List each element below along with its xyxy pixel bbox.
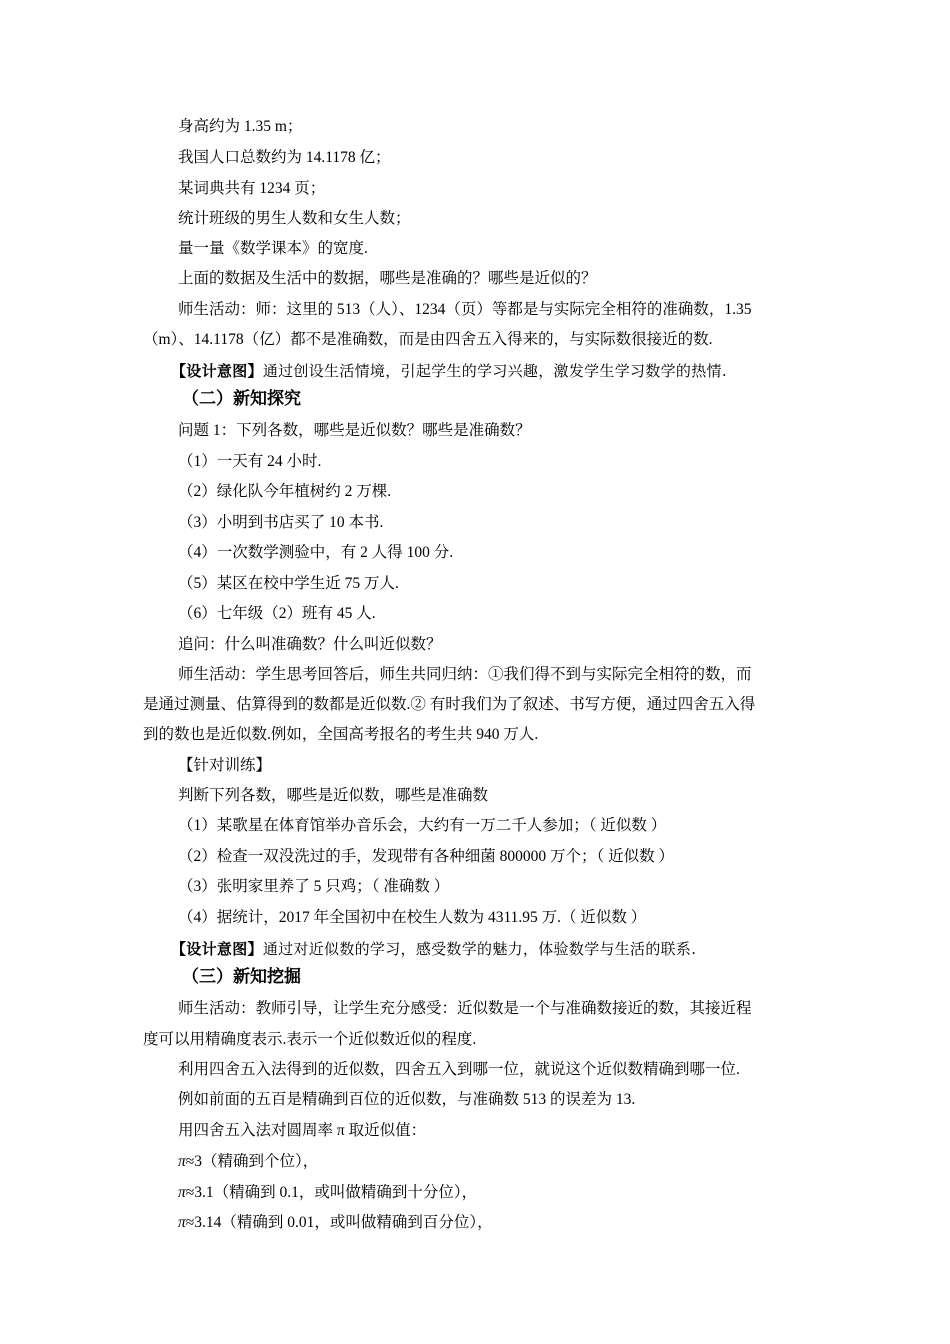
text-line: 我国人口总数约为 14.1178 亿； <box>178 149 391 166</box>
design-intent-text: 通过对近似数的学习，感受数学的魅力，体验数学与生活的联系. <box>262 940 697 958</box>
text-line: 量一量《数学课本》的宽度. <box>178 240 368 257</box>
list-item: （1）一天有 24 小时. <box>178 453 322 470</box>
design-intent-text: 通过创设生活情境，引起学生的学习兴趣，激发学生学习数学的热情. <box>262 362 727 380</box>
pi-symbol: π <box>178 1214 186 1231</box>
text-line: 上面的数据及生活中的数据，哪些是准确的？哪些是近似的？ <box>178 270 597 287</box>
pi-symbol: π <box>178 1153 186 1170</box>
text-line: 师生活动：师：这里的 513（人）、1234（页）等都是与实际完全相符的准确数，1.35 <box>178 301 752 318</box>
list-item: （6）七年级（2）班有 45 人. <box>178 605 376 622</box>
list-item: （3）小明到书店买了 10 本书. <box>178 514 384 531</box>
text-line: 统计班级的男生人数和女生人数； <box>178 210 411 227</box>
design-intent-2 <box>171 939 696 959</box>
design-intent-tag: 【设计意图】 <box>171 362 263 380</box>
text-line: 例如前面的五百是精确到百位的近似数，与准确数 513 的误差为 13. <box>178 1091 636 1108</box>
text-line: 师生活动：教师引导，让学生充分感受：近似数是一个与准确数接近的数，其接近程 <box>178 1000 752 1017</box>
text-line: 度可以用精确度表示.表示一个近似数近似的程度. <box>143 1031 477 1048</box>
section-heading-2: （二）新知探究 <box>182 389 301 409</box>
pi-approx-text: ≈3（精确到个位）， <box>185 1153 319 1170</box>
pi-symbol: π <box>178 1184 186 1201</box>
practice-item: （4）据统计，2017 年全国初中在校生人数为 4311.95 万.（ 近似数 ） <box>178 909 647 926</box>
practice-item: （2）检查一双没洗过的手，发现带有各种细菌 800000 万个；（ 近似数 ） <box>178 848 675 865</box>
design-intent-1 <box>171 361 727 381</box>
text-line: 是通过测量、估算得到的数都是近似数.② 有时我们为了叙述、书写方便，通过四舍五入得 <box>143 696 756 713</box>
list-item: （4）一次数学测验中，有 2 人得 100 分. <box>178 544 454 561</box>
question-line: 问题 1：下列各数，哪些是近似数？哪些是准确数？ <box>178 422 531 439</box>
text-line: 利用四舍五入法得到的近似数，四舍五入到哪一位，就说这个近似数精确到哪一位. <box>178 1061 740 1078</box>
text-line: 师生活动：学生思考回答后，师生共同归纳：①我们得不到与实际完全相符的数，而 <box>178 666 752 683</box>
list-item: （2）绿化队今年植树约 2 万棵. <box>178 483 392 500</box>
list-item: （5）某区在校中学生近 75 万人. <box>178 575 399 592</box>
design-intent-tag: 【设计意图】 <box>171 940 263 958</box>
practice-intro: 判断下列各数，哪些是近似数，哪些是准确数 <box>178 787 489 804</box>
pi-approx-text: ≈3.1（精确到 0.1，或叫做精确到十分位）， <box>185 1184 478 1201</box>
pi-approx-line <box>178 1152 318 1172</box>
pi-approx-line <box>178 1213 493 1233</box>
text-line: 身高约为 1.35 m； <box>178 118 303 135</box>
practice-item: （3）张明家里养了 5 只鸡；（ 准确数 ） <box>178 878 450 895</box>
text-line: 某词典共有 1234 页； <box>178 180 326 197</box>
section-heading-3: （三）新知挖掘 <box>182 967 301 987</box>
followup-question: 追问：什么叫准确数？什么叫近似数？ <box>178 636 442 653</box>
text-line: （m）、14.1178（亿）都不是准确数，而是由四舍五入得来的，与实际数很接近的数. <box>143 331 713 348</box>
pi-approx-line <box>178 1183 477 1203</box>
text-line: 到的数也是近似数.例如，全国高考报名的考生共 940 万人. <box>143 726 539 743</box>
practice-item: （1）某歌星在体育馆举办音乐会，大约有一万二千人参加；（ 近似数 ） <box>178 817 667 834</box>
text-line: 用四舍五入法对圆周率 π 取近似值： <box>178 1122 427 1139</box>
pi-approx-text: ≈3.14（精确到 0.01，或叫做精确到百分位）， <box>185 1214 493 1231</box>
practice-title: 【针对训练】 <box>178 757 272 774</box>
